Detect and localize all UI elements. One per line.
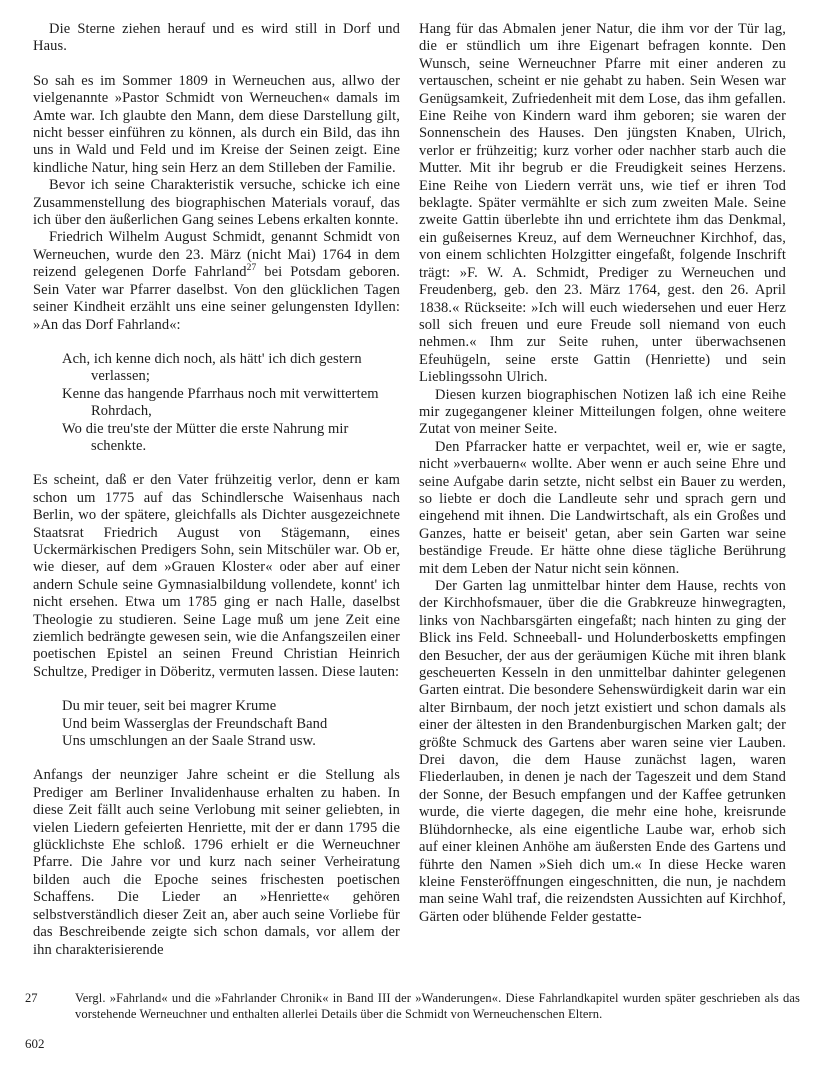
text-columns: [33, 21, 786, 959]
footnote-text: Vergl. »Fahrland« und die »Fahrlander Chronik« in Band III der »Wanderungen«. Diese Fahrlandkapitel wurden später geschrieben als das vorstehende Werneuchner und enthalten allerlei Details über die Schmidt von Werneuchenschen Eltern.: [75, 991, 800, 1021]
verse-line: Und beim Wasserglas der Freundschaft Band: [62, 715, 328, 732]
poem-block: [33, 698, 400, 750]
paragraph: Es scheint, daß er den Vater frühzeitig verlor, denn er kam schon um 1775 auf das Schindlersche Waisenhaus nach Berlin, wo der spätere, gleichfalls als Dichter ausgezeichnete Staatsrat Friedrich August von Stägemann, eines Uckermärkischen Predigers Sohn, sein Mitschüler war. Ob er, wie dieser, auf dem »Grauen Kloster« oder aber auf einer andern Schule seine Gymnasialbildung vollendete, konnt' ich nicht ersehen. Etwa um 1785 ging er nach Halle, daselbst Theologie zu studieren. Seine Lage muß um jene Zeit eine ziemlich bedrängte gewesen sein, wie die Anfangszeilen einer poetischen Epistel an seinen Freund Christian Heinrich Schultze, Prediger in Döberitz, vermuten lassen. Diese lauten:: [33, 472, 400, 680]
paragraph-text: bei Potsdam geboren. Sein Vater war Pfarrer daselbst. Von den glücklichen Tagen seiner Kindheit erzählt uns eine seiner gelungensten Idyllen: »An das Dorf Fahrland«:: [33, 264, 401, 333]
verse-line: Du mir teuer, seit bei magrer Krume: [62, 698, 277, 715]
footnote: [25, 991, 800, 1023]
left-column: [33, 21, 400, 959]
page-number: 602: [25, 1036, 45, 1051]
verse-line: Wo die treu'ste der Mütter die erste Nahrung mir schenkte.: [62, 420, 349, 454]
verse-line: Uns umschlungen an der Saale Strand usw.: [62, 733, 316, 750]
paragraph: Anfangs der neunziger Jahre scheint er die Stellung als Prediger am Berliner Invalidenhause erhalten zu haben. In diese Zeit fällt auch seine Verlobung mit seiner geliebten, in vielen Liedern gefeierten Henriette, mit der er dann 1795 die glücklichste Ehe schloß. 1796 erhielt er die Werneuchner Pfarre. Die Jahre vor und kurz nach seiner Verheiratung bilden auch die Epoche seines frischesten poetischen Schaffens. Die Lieder an »Henriette« gehören selbstverständlich dieser Zeit an, aber auch seine Vorliebe für das Beschreibende zeigte sich schon damals, vor allem der ihn charakterisierende: [33, 767, 400, 958]
right-column: [419, 21, 786, 959]
verse-line: Kenne das hangende Pfarrhaus noch mit verwittertem Rohrdach,: [62, 385, 379, 420]
verse-line: Ach, ich kenne dich noch, als hätt' ich dich gestern verlassen;: [62, 350, 362, 385]
paragraph-text: Friedrich Wilhelm August Schmidt, genannt Schmidt von Werneuchen, wurde den 23. März (nicht Mai) 1764 in dem reizend gelegenen Dorfe Fahrland: [33, 229, 400, 281]
paragraph: [33, 229, 400, 333]
paragraph: Den Pfarracker hatte er verpachtet, weil er, wie er sagte, nicht »verbauern« wollte. Aber wenn er auch seine Ehre und seine Aufgabe darin setzte, nicht selbst ein Bauer zu werden, so liebte er doch die Landleute sehr und sprach gern und eingehend mit ihnen. Die Landwirtschaft, als ein Großes und Ganzes, hatte er beiseit' getan, aber sein Garten war seine beständige Freude. Er hätte ohne diese tägliche Berührung mit dem Leben der Natur nicht sein können.: [419, 438, 786, 577]
footnote-number: 27: [25, 991, 38, 1005]
footnote-reference: 27: [246, 263, 257, 274]
paragraph: So sah es im Sommer 1809 in Werneuchen aus, allwo der vielgenannte »Pastor Schmidt von Werneuchen« damals im Amte war. Ich glaubte den Mann, dem diese Darstellung gilt, nicht besser einführen zu können, als durch ein Bild, das ihn uns in Wald und Feld und im Kreise der Seinen zeigt. Eine kindliche Natur, hing sein Herz an dem Stilleben der Familie.: [33, 72, 400, 176]
paragraph: Diesen kurzen biographischen Notizen laß ich eine Reihe mir zugegangener kleiner Mitteilungen folgen, ohne weitere Zutat von meiner Seite.: [419, 386, 786, 438]
paragraph: Die Sterne ziehen herauf und es wird still in Dorf und Haus.: [33, 21, 400, 55]
paragraph: Der Garten lag unmittelbar hinter dem Hause, rechts von der Kirchhofsmauer, über die die Grabkreuze hinwegragten, links von Nachbarsgärten eingefaßt; nach hinten zu ging der Blick ins Feld. Schneeball- und Holunderbosketts empfingen den Besucher, der aus der geräumigen Küche mit ihren blank gescheuerten Kesseln in den unmittelbar dahinter gelegenen Garten eintrat. Die besondere Sehenswürdigkeit darin war ein alter Birnbaum, der noch jetzt existiert und schon damals als einer der ältesten in den Brandenburgischen Marken galt; der größte Schmuck des Gartens aber waren seine vier Lauben. Drei davon, die dem Hause zunächst lagen, waren Fliederlauben, in denen je nach der Tageszeit und dem Stand der Sonne, der Besuch empfangen und der Kaffee getrunken wurde, die vierte dagegen, die mehr eine hohe, kreisrunde Blühdornhecke, als eine eigentliche Laube war, erhob sich auf einer kleinen Anhöhe am äußersten Ende des Gartens und führte den Namen »Sieh dich um.« In diese Hecke waren kleine Fensteröffnungen eingeschnitten, die nun, je nachdem man seine Wahl traf, die reizendsten Aussichten auf Kirchhof, Gärten oder blühende Felder gestatte-: [419, 578, 786, 925]
poem-block: [33, 351, 400, 455]
paragraph: Hang für das Abmalen jener Natur, die ihm vor der Tür lag, die er stündlich um ihre Eigenart befragen konnte. Den Wunsch, seine Werneuchner Pfarre mit einer anderen zu vertauschen, scheint er nie gehabt zu haben. Sein Wesen war Genügsamkeit, Zufriedenheit mit dem Lose, das ihm gefallen. Eine Reihe von Kindern ward ihm geboren; sie waren der Sonnenschein des Hauses. Den jüngsten Knaben, Ulrich, verlor er frühzeitig; kurz vorher oder nachher starb auch die Mutter. Mit ihr begrub er die Freudigkeit seines Herzens. Eine Reihe von Liedern verrät uns, wie tief er ihren Tod beklagte. Später vermählte er sich zum zweiten Male. Seine zweite Gattin überlebte ihn und errichtete ihm das Denkmal, ein gußeisernes Kreuz, auf dem Werneuchner Kirchhof, das, von einem schlichten Holzgitter eingefaßt, folgende Inschrift trägt: »F. W. A. Schmidt, Prediger zu Werneuchen und Freudenberg, geb. den 23. März 1764, gest. den 26. April 1838.« Rückseite: »Ich will euch wiedersehen und euer Herz soll sich freuen und eure Freude soll niemand von euch nehmen.« Ihm zur Seite ruhen, unter überwachsenen Efeuhügeln, seine erste Gattin (Henriette) und sein Lieblingssohn Ulrich.: [419, 21, 786, 386]
paragraph: Bevor ich seine Charakteristik versuche, schicke ich eine Zusammenstellung des biographischen Materials vorauf, das ich über den äußerlichen Gang seines Lebens erkalten konnte.: [33, 177, 400, 229]
